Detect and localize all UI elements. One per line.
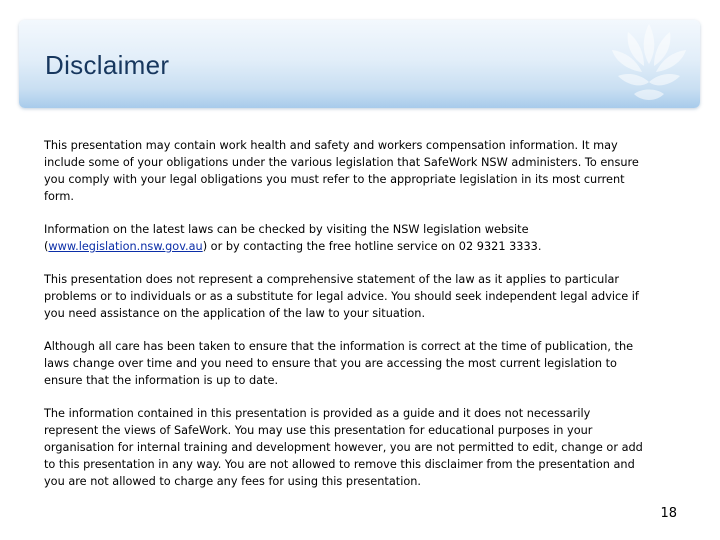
- page-number: 18: [660, 506, 677, 521]
- paragraph-not-legal-advice: This presentation does not represent a comprehensive statement of the law as it applies to particular problems or to individuals or as a substitute for legal advice. You should seek independent legal advice if you need assistance on the application of the law to your situation.: [44, 273, 639, 320]
- paragraph-latest-laws: [44, 221, 644, 255]
- paragraph-usage-terms: The information contained in this presentation is provided as a guide and it does not necessarily represent the views of SafeWork. You may use this presentation for educational purposes in your organisation for internal training and development however, you are not permitted to edit, change or add to this presentation in any way. You are not allowed to remove this disclaimer from the presentation and you are not allowed to charge any fees for using this presentation.: [44, 407, 643, 488]
- slide-title: Disclaimer: [45, 50, 170, 80]
- paragraph-text: ) or by contacting the free hotline service on 02 9321 3333.: [202, 240, 542, 253]
- disclaimer-body: [44, 137, 644, 506]
- paragraph-text: Information on the latest laws can be checked by visiting the NSW legislation website (: [44, 223, 529, 253]
- header-band: [19, 20, 700, 108]
- legislation-link[interactable]: www.legislation.nsw.gov.au: [48, 240, 203, 253]
- paragraph-accuracy: Although all care has been taken to ensure that the information is correct at the time of publication, the laws change over time and you need to ensure that you are accessing the most current legislation to ensure that the information is up to date.: [44, 340, 634, 387]
- waratah-logo-icon: [604, 20, 694, 108]
- paragraph-obligations: This presentation may contain work health and safety and workers compensation information. It may include some of your obligations under the various legislation that SafeWork NSW administers. To ensure you comply with your legal obligations you must refer to the appropriate legislation in its most current form.: [44, 139, 639, 203]
